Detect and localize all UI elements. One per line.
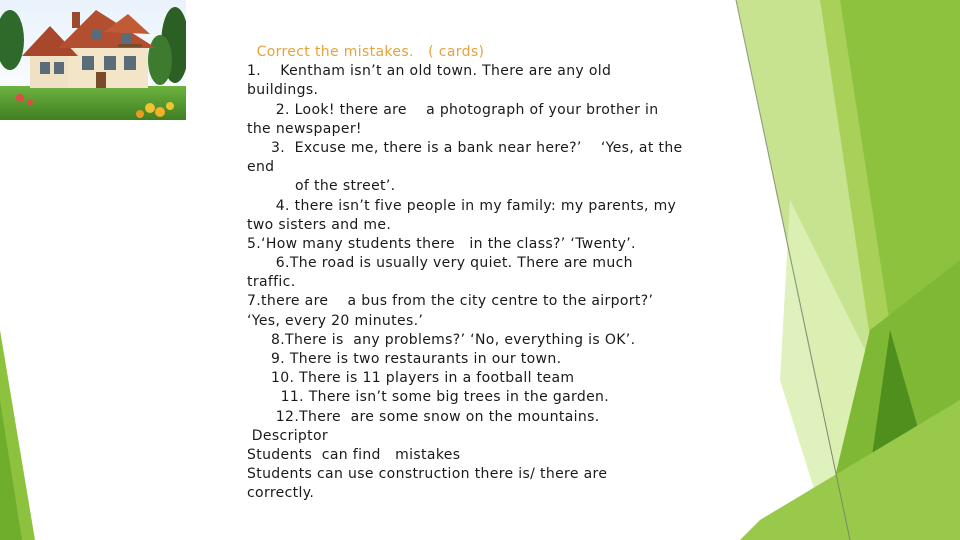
- descriptor-line: Students can find mistakes: [247, 446, 461, 463]
- text-line: 7.there are a bus from the city centre to the airport?’: [247, 293, 654, 310]
- text-line: 12.There are some snow on the mountains.: [247, 408, 600, 425]
- text-line: ‘Yes, every 20 minutes.’: [247, 312, 424, 329]
- text-line: of the street’.: [247, 178, 396, 195]
- right-green-decoration: [700, 0, 960, 540]
- text-line: 2. Look! there are a photograph of your brother in: [247, 101, 659, 118]
- text-line: 1. Kentham isn’t an old town. There are any old: [247, 63, 612, 80]
- text-line: 11. There isn’t some big trees in the garden.: [247, 389, 610, 406]
- text-line: 8.There is any problems?’ ‘No, everything is OK’.: [247, 331, 636, 348]
- text-line: 3. Excuse me, there is a bank near here?’ ‘Yes, at the: [247, 139, 683, 156]
- text-line: buildings.: [247, 82, 319, 99]
- descriptor-heading: Descriptor: [247, 427, 329, 444]
- text-line: traffic.: [247, 274, 296, 291]
- text-line: 9. There is two restaurants in our town.: [247, 351, 562, 367]
- text-line: 4. there isn’t five people in my family: my parents, my: [247, 197, 677, 214]
- text-line: 5.‘How many students there in the class?’ ‘Twenty’.: [247, 235, 636, 252]
- exercise-text: [247, 43, 722, 504]
- descriptor-line: Students can use construction there is/ there are: [247, 466, 608, 483]
- text-line: 6.The road is usually very quiet. There are much: [247, 255, 633, 272]
- descriptor-line: correctly.: [247, 485, 315, 502]
- house-photo: [0, 0, 186, 120]
- text-line: 10. There is 11 players in a football team: [247, 370, 575, 387]
- text-line: the newspaper!: [247, 120, 362, 137]
- text-line: end: [247, 159, 275, 176]
- exercise-title: Correct the mistakes. ( cards): [247, 44, 485, 60]
- text-line: two sisters and me.: [247, 216, 392, 233]
